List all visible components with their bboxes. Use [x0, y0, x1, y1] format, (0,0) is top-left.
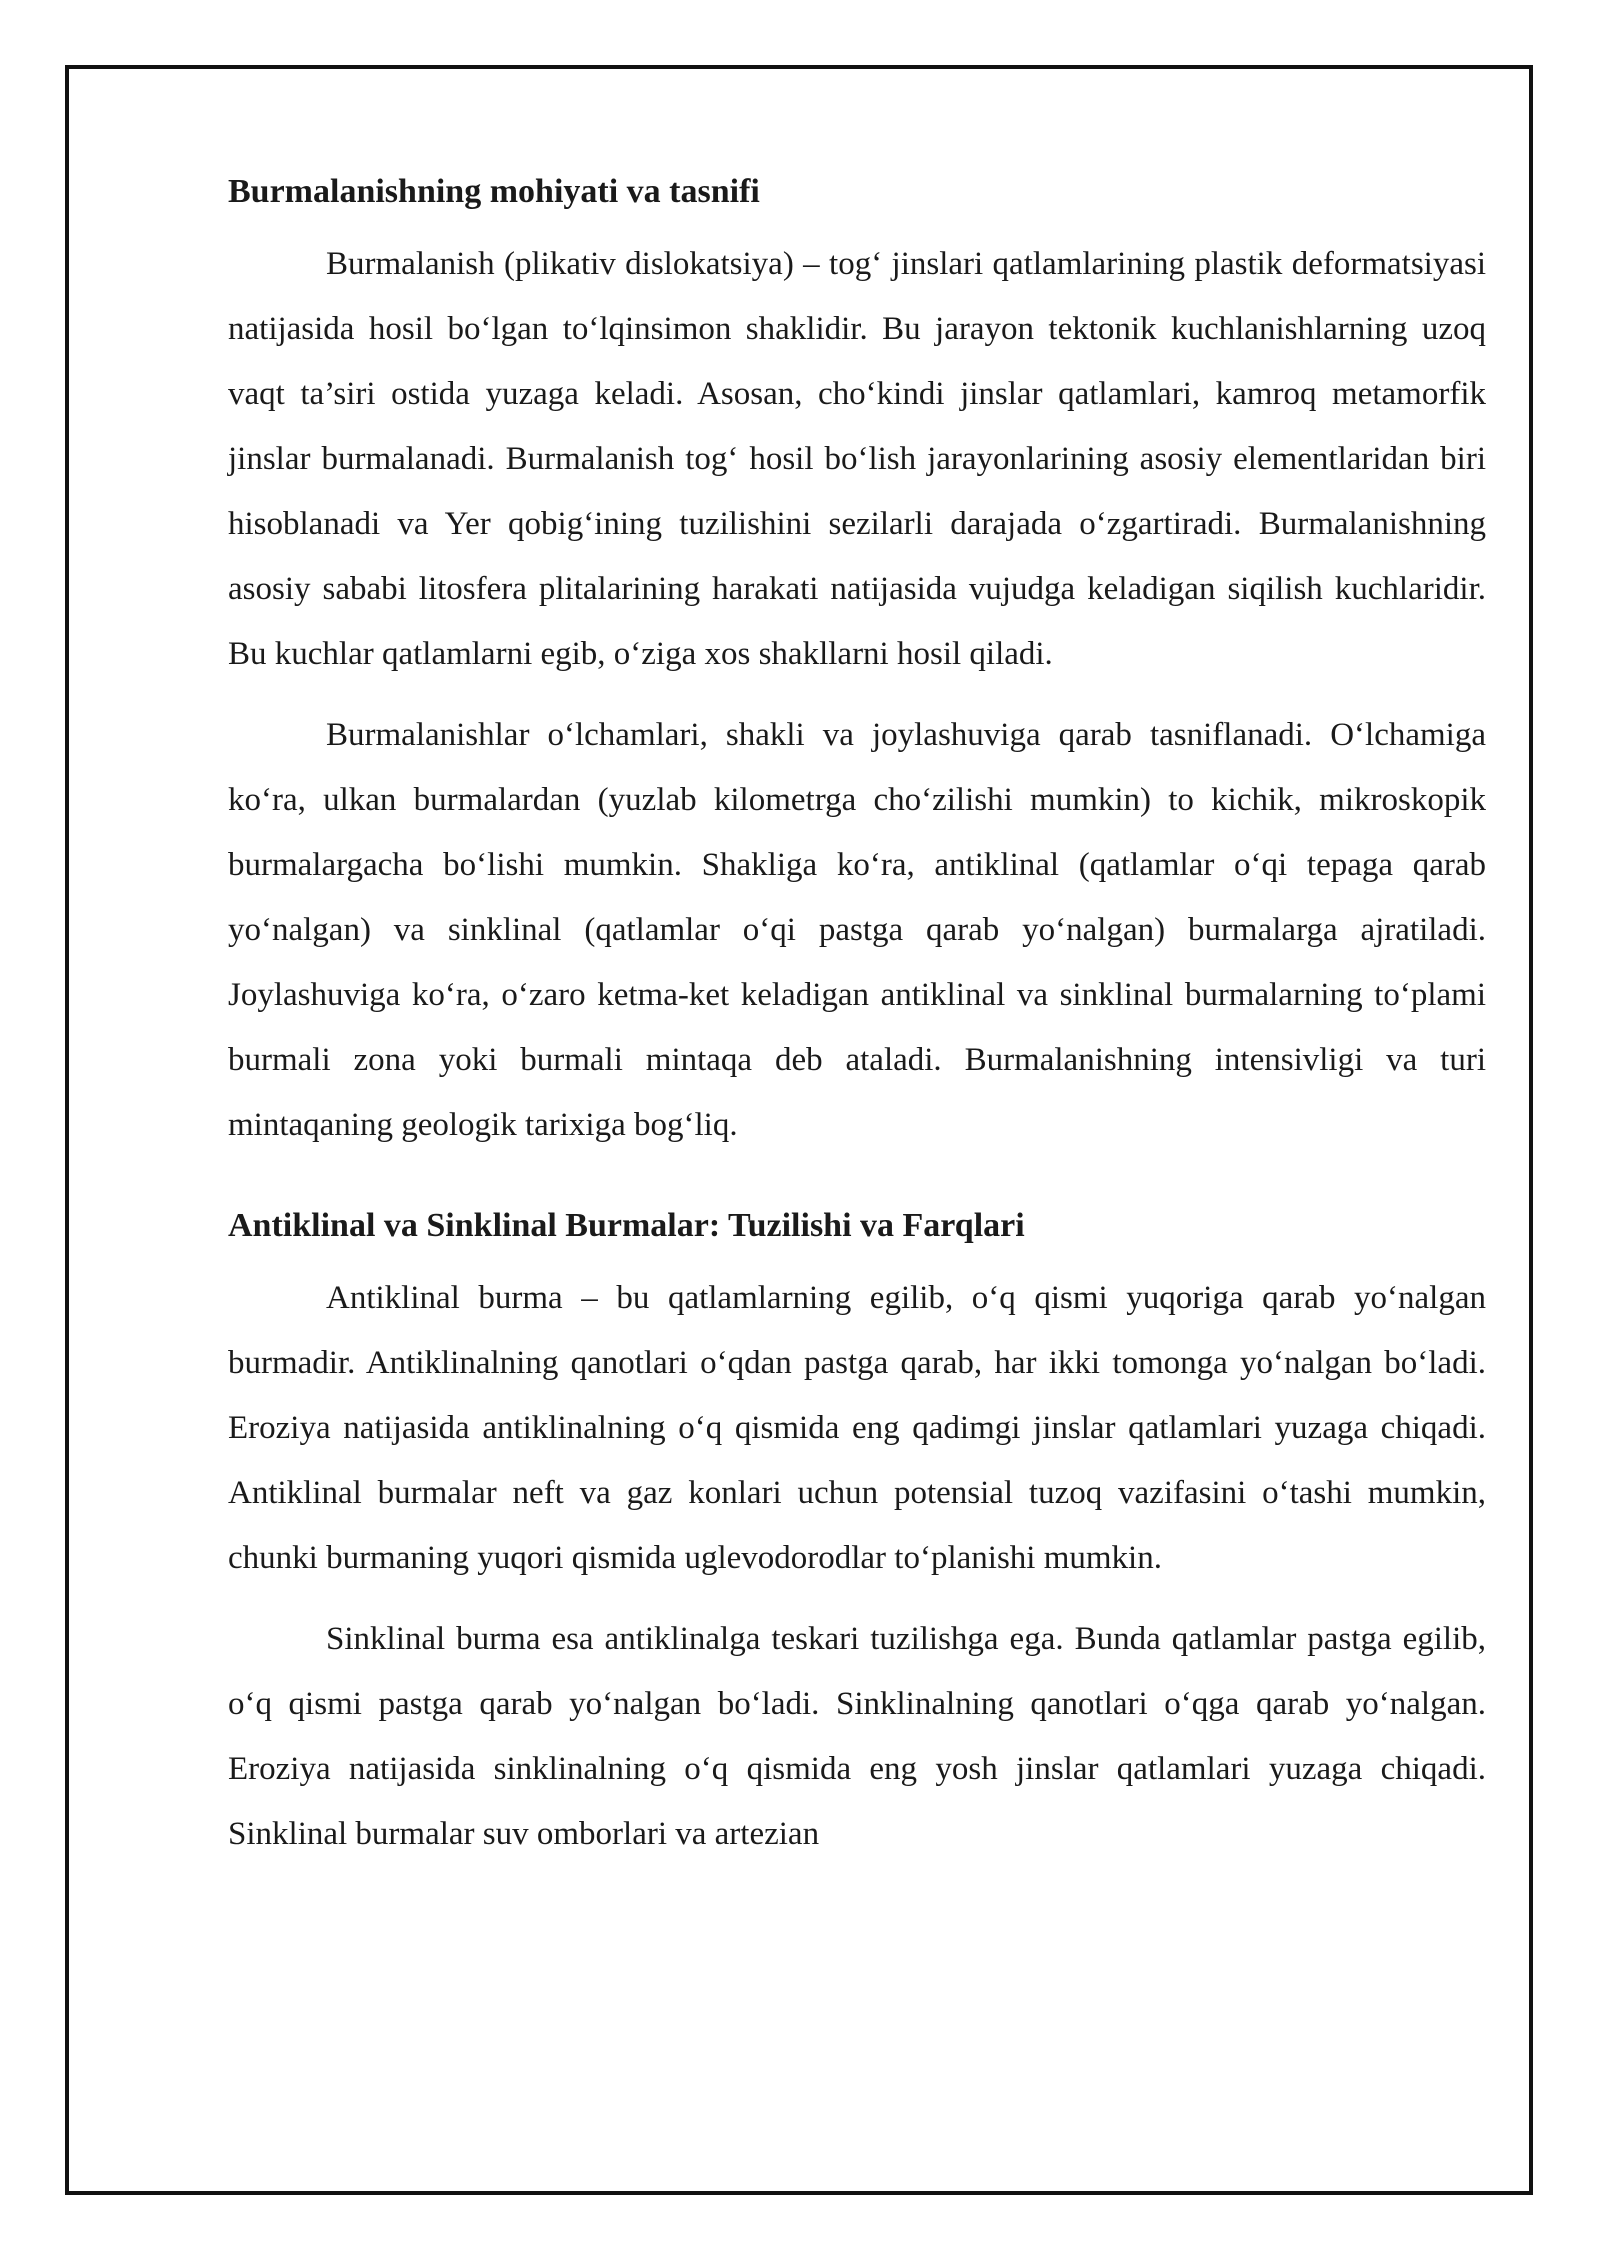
paragraph-folding-classification: Burmalanishlar o‘lchamlari, shakli va joylashuviga qarab tasniflanadi. O‘lchamiga ko‘ra, ulkan burmalardan (yuzlab kilometrga cho‘zilishi mumkin) to kichik, mikroskopik burmalargacha bo‘lishi mumkin. Shakliga ko‘ra, antiklinal (qatlamlar o‘qi tepaga qarab yo‘nalgan) va sinklinal (qatlamlar o‘qi pastga qarab yo‘nalgan) burmalarga ajratiladi. Joylashuviga ko‘ra, o‘zaro ketma-ket keladigan antiklinal va sinklinal burmalarning to‘plami burmali zona yoki burmali mintaqa deb ataladi. Burmalanishning intensivligi va turi mintaqaning geologik tarixiga bog‘liq. — [228, 717, 1486, 1143]
paragraph-anticline: Antiklinal burma – bu qatlamlarning egilib, o‘q qismi yuqoriga qarab yo‘nalgan burmadir. Antiklinalning qanotlari o‘qdan pastga qarab, har ikki tomonga yo‘nalgan bo‘ladi. Eroziya natijasida antiklinalning o‘q qismida eng qadimgi jinslar qatlamlari yuzaga chiqadi. Antiklinal burmalar neft va gaz konlari uchun potensial tuzoq vazifasini o‘tashi mumkin, chunki burmaning yuqori qismida uglevodorodlar to‘planishi mumkin. — [228, 1280, 1486, 1576]
paragraph-folding-definition: Burmalanish (plikativ dislokatsiya) – tog‘ jinslari qatlamlarining plastik deformatsiyasi natijasida hosil bo‘lgan to‘lqinsimon shaklidir. Bu jarayon tektonik kuchlanishlarning uzoq vaqt ta’siri ostida yuzaga keladi. Asosan, cho‘kindi jinslar qatlamlari, kamroq metamorfik jinslar burmalanadi. Burmalanish tog‘ hosil bo‘lish jarayonlarining asosiy elementlaridan biri hisoblanadi va Yer qobig‘ining tuzilishini sezilarli darajada o‘zgartiradi. Burmalanishning asosiy sababi litosfera plitalarining harakati natijasida vujudga keladigan siqilish kuchlaridir. Bu kuchlar qatlamlarni egib, o‘ziga xos shakllarni hosil qiladi. — [228, 246, 1486, 672]
section-title-anticline-syncline: Antiklinal va Sinklinal Burmalar: Tuzilishi va Farqlari — [228, 1207, 1025, 1244]
section-title-folding-essence: Burmalanishning mohiyati va tasnifi — [228, 173, 760, 210]
paragraph-syncline: Sinklinal burma esa antiklinalga teskari tuzilishga ega. Bunda qatlamlar pastga egilib, o‘q qismi pastga qarab yo‘nalgan bo‘ladi. Sinklinalning qanotlari o‘qga qarab yo‘nalgan. Eroziya natijasida sinklinalning o‘q qismida eng yosh jinslar qatlamlari yuzaga chiqadi. Sinklinal burmalar suv omborlari va artezian — [228, 1621, 1486, 1852]
document-body — [228, 170, 1486, 1883]
